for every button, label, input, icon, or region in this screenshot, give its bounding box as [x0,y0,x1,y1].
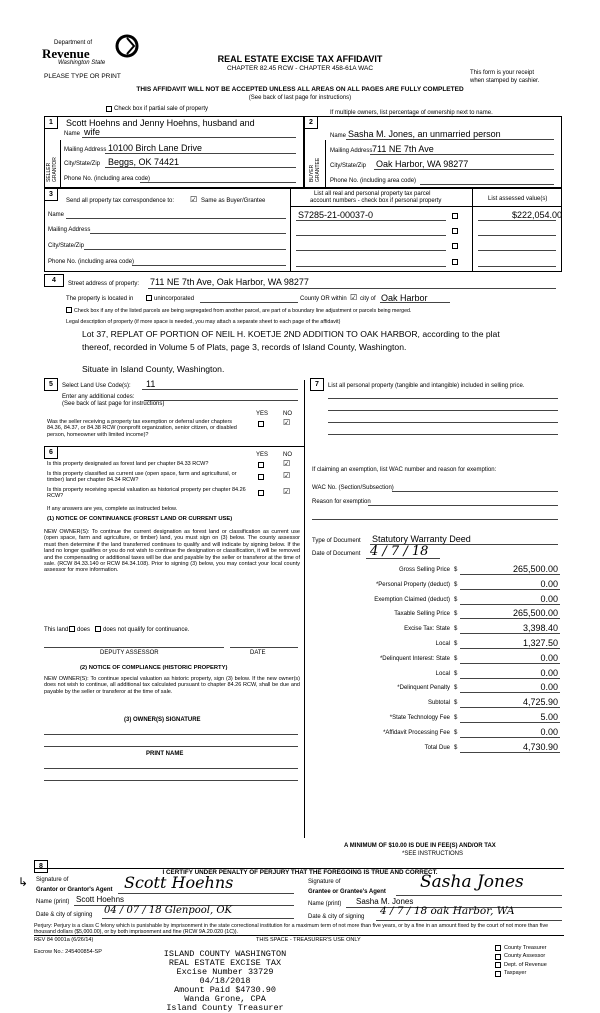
seller-city: Beggs, OK 74421 [108,157,180,167]
footer-line [34,935,564,936]
escrow-number: Escrow No.: 245400854-SP [34,949,102,955]
tax-row-underline [460,633,560,634]
legal-line-1: Lot 37, REPLAT OF PORTION OF NEIL H. KOETJE 2ND ADDITION TO OAK HARBOR, according to the plat [82,329,500,339]
segregated-label: Check box if any of the listed parcels are being segregated from another parcel, are part of a boundary line adjustment or parcels being merged. [74,308,412,314]
copy-label: Taxpayer [504,970,527,976]
pp-line-1 [328,398,558,399]
tax-row-underline [460,752,560,753]
tax-row-value: 0.00 [540,682,558,693]
section-3-divider-b [472,188,473,272]
historic-no-checkbox[interactable]: ☑ [283,487,291,496]
buyer-city-label: City/State/Zip [330,163,367,169]
s3-name-label: Name [48,212,65,218]
deputy-line [44,647,224,648]
section-5-number: 5 [44,378,58,391]
tax-row-label: Excise Tax: State [404,626,450,633]
same-as-label: Same as Buyer/Grantee [201,198,266,204]
grantee-signature: Sasha Jones [420,872,524,892]
s5-yes: YES [256,411,269,417]
same-as-checkbox[interactable]: ☑ [190,195,198,204]
buyer-address-label: Mailing Address [330,148,373,154]
grantee-signature-line [396,895,562,896]
section-2-number: 2 [304,116,318,129]
tax-row-value: 265,500.00 [512,564,558,574]
grantee-date-city: 4 / 7 / 18 oak Harbor, WA [380,905,515,917]
tax-row-currency: $ [454,626,458,633]
street-label: Street address of property: [68,281,140,287]
tax-row-underline [460,648,560,649]
parcel-row-4 [296,266,446,267]
grantor-name-label: Name (print) [36,899,70,905]
exemption-no-checkbox[interactable]: ☑ [283,418,291,427]
parcel-row-3 [296,250,446,251]
pp-line-4 [328,434,558,435]
s3-phone-label: Phone No. (including area code) [48,259,135,265]
tax-row-underline [460,707,560,708]
exemption-yes-checkbox[interactable] [258,421,264,427]
grantee-agent-label: Grantee or Grantee's Agent [308,889,386,895]
grantee-name-label: Name (print) [308,901,342,907]
doc-type-label: Type of Document [312,538,361,544]
personal-property-checkbox-2[interactable] [452,228,458,234]
county-underline [200,302,298,303]
grantor-date-city: 04 / 07 / 18 Glenpool, OK [104,905,233,916]
copy-checkbox[interactable] [495,954,501,960]
additional-codes-2: (See back of last page for instructions) [62,401,165,407]
treasurer-only: THIS SPACE - TREASURER'S USE ONLY [256,937,361,943]
pp-line-2 [328,410,558,411]
legal-label: Legal description of property (if more space is needed, you may attach a separate sheet to each page of the affidavit) [66,319,341,325]
historic-yes-checkbox[interactable] [258,490,264,496]
tax-row-underline [460,737,560,738]
buyer-side-label: BUYER GRANTEE [309,157,321,182]
buyer-address: 711 NE 7th Ave [372,144,434,154]
does-not-label: does not qualify for continuance. [103,627,190,633]
minimum-notice-1: A MINIMUM OF $10.00 IS DUE IN FEE(S) AND/OR TAX [344,843,496,849]
tax-row-currency: $ [454,581,458,588]
parcel-header-1: List all real and personal property tax parcel [314,191,431,197]
tax-row-label: Exemption Claimed (deduct) [374,596,450,603]
section-3-divider-a [290,188,291,272]
seller-city-label: City/State/Zip [64,161,101,167]
current-use-question: Is this property classified as current use (open space, farm and agricultural, or timber) land per chapter 84.34 RCW? [47,471,237,484]
s3-city-underline [84,249,286,250]
tax-row-value: 1,327.50 [522,638,558,648]
partial-sale-checkbox[interactable] [106,106,112,112]
assessed-value: $222,054.00 [512,210,563,220]
grantee-name: Sasha M. Jones [356,897,414,906]
grantor-sig-label-1: Signature of [36,877,69,883]
receipt-note-2: when stamped by cashier. [470,78,540,84]
exemption-question: Was the seller receiving a property tax exemption or deferral under chapters 84.36, 84.37, or 84.38 RCW (nonprofit organization, senior citizen, or disabled person, homeowner with limited income)? [47,419,237,438]
seller-address-underline [105,153,296,154]
minimum-notice-2: *SEE INSTRUCTIONS [402,851,464,857]
tax-row-currency: $ [454,685,458,692]
tax-row-currency: $ [454,744,458,751]
tax-row-currency: $ [454,596,458,603]
segregated-checkbox[interactable] [66,307,72,313]
multiple-owners-note: If multiple owners, list percentage of ownership next to name. [330,110,493,116]
deputy-date-line [230,647,298,648]
seller-side-label: SELLER GRANTOR [46,157,58,182]
column-divider [304,380,305,838]
forest-yes-checkbox[interactable] [258,462,264,468]
tax-row-label: *State Technology Fee [389,715,450,721]
tax-row-underline [460,618,560,619]
grantor-name: Scott Hoehns [76,895,125,904]
stamp-line: REAL ESTATE EXCISE TAX [168,958,282,968]
tax-row-label: Gross Selling Price [398,567,450,573]
copy-checkbox[interactable] [495,945,501,951]
notice-2-title: (2) NOTICE OF COMPLIANCE (HISTORIC PROPERTY) [80,665,228,671]
personal-property-checkbox-1[interactable] [452,213,458,219]
s3-name-underline [66,218,286,219]
owner-signature-label: (3) OWNER(S) SIGNATURE [124,717,201,723]
stamp-line: Wanda Grone, CPA [184,994,266,1004]
grantor-signature: Scott Hoehns [124,873,234,892]
send-correspondence-label: Send all property tax correspondence to: [66,198,175,204]
seller-phone-underline [140,182,296,183]
seller-phone-label: Phone No. (including area code) [64,176,151,182]
see-back: (See back of last page for instructions) [248,95,352,101]
historic-question: Is this property receiving special valuation as historical property per chapter 84.26 RCW? [47,487,246,500]
print-name-line-2 [44,780,298,781]
grantee-date-label: Date & city of signing [308,914,365,920]
pp-line-3 [328,422,558,423]
notice-2-text: NEW OWNER(S): To continue special valuation as historic property, sign (3) below. If the new owner(s) does not wish to continue, all additional tax calculated pursuant to chapter 84.26 RCW, shall be due and payable by the seller or transferor at the time of sale. [44,676,300,695]
tax-row-label: Subtotal [427,700,450,707]
grantee-date-line [376,920,562,921]
stamp-line: Excise Number 33729 [176,967,274,977]
buyer-city: Oak Harbor, WA 98277 [376,159,469,169]
dept-of: Department of [54,40,93,46]
seller-name-underline [82,137,296,138]
tax-row-value: 265,500.00 [512,608,558,619]
tax-row-underline [460,589,560,590]
personal-property-list-label: List all personal property (tangible and intangible) included in selling price. [328,383,525,389]
tax-row-value: 0.00 [540,726,558,737]
county-or-within: County OR within [300,296,347,302]
s3-city-label: City/State/Zip [48,243,85,249]
parcel-number: S7285-21-00037-0 [298,210,374,220]
forest-question: Is this property designated as forest land per chapter 84.33 RCW? [47,461,209,467]
partial-sale-label: Check box if partial sale of property [114,106,209,112]
deputy-date-label: DATE [250,650,266,656]
tax-row-currency: $ [454,715,458,721]
copy-label: County Treasurer [504,944,547,951]
seller-address-label: Mailing Address [64,147,107,153]
print-name-line-1 [44,768,298,769]
grantor-date-line [102,918,294,919]
assessed-row-4 [478,266,556,267]
owner-signature-line-2 [44,746,298,747]
copy-checkbox[interactable] [495,962,501,968]
seller-name-line2: wife [84,127,101,137]
reason-underline-2 [312,519,558,520]
parcel-row-2 [296,235,446,236]
notice-1-title: (1) NOTICE OF CONTINUANCE (FOREST LAND OR CURRENT USE) [47,516,233,522]
unincorporated-checkbox[interactable] [146,295,152,301]
treasurer-stamp [150,950,300,1013]
copy-checkbox[interactable] [495,971,501,977]
copy-label: Dept. of Revenue [504,961,547,968]
section-1-number: 1 [44,116,58,129]
city-of-label: city of [360,296,376,302]
land-use-underline [142,389,298,390]
tax-row-value: 0.00 [540,578,558,589]
seller-name-line1: Scott Hoehns and Jenny Hoehns, husband and [66,118,255,128]
assessed-header: List assessed value(s) [488,196,548,202]
wac-underline [392,491,558,492]
buyer-name-label: Name [330,133,347,139]
section-4-number: 4 [44,274,64,287]
additional-codes-1: Enter any additional codes: [62,394,135,400]
s5-no: NO [283,411,292,417]
doc-type: Statutory Warranty Deed [372,534,471,544]
tax-row-underline [460,574,560,575]
notice-1-text: NEW OWNER(S): To continue the current designation as forest land or classification as current use (open space, farm and agriculture, or timber) land, you must sign on (3) below. The county assessor must then determine if the land transferred continues to qualify and will indicate by signing below. If the land no longer qualifies or you do not wish to continue the designation or classification, it will be removed and the compensating or additional taxes will be due and payable by the seller or transferor at the time of sale. (RCW 84.33.140 or RCW 84.34.108). Prior to signing (3) below, you may contact your local county assessor for more information. [44,529,300,574]
stamp-line: Island County Treasurer [166,1003,284,1013]
assessed-row-2 [478,235,556,236]
city-underline [380,302,450,303]
dept-state: Washington State [58,60,106,66]
seller-side-divider [60,140,61,187]
does-checkbox[interactable] [69,626,75,632]
seller-address: 10100 Birch Lane Drive [108,143,203,153]
receipt-note-1: This form is your receipt [470,70,535,76]
buyer-name-underline [346,139,554,140]
tax-row-label: Local [435,670,450,677]
reason-label: Reason for exemption [312,499,371,505]
arrow-icon: ↳ [18,875,29,889]
s6-no: NO [283,452,292,458]
buyer-phone-underline [420,184,554,185]
s3-address-label: Mailing Address [48,227,91,233]
form-chapter: CHAPTER 82.45 RCW - CHAPTER 458-61A WAC [226,65,374,72]
section-6-number: 6 [44,446,58,459]
current-use-yes-checkbox[interactable] [258,474,264,480]
form-title: REAL ESTATE EXCISE TAX AFFIDAVIT [217,54,383,64]
tax-row-currency: $ [454,670,458,677]
assessed-row-3 [478,250,556,251]
tax-row-underline [460,663,560,664]
legal-line-2: thereof, recorded in Volume 5 of Plats, page 3, records of Island County, Washington. [82,342,407,352]
buyer-phone-label: Phone No. (including area code) [330,178,417,184]
doc-date-label: Date of Document [312,551,361,557]
tax-row-currency: $ [454,567,458,573]
tax-row-currency: $ [454,655,458,662]
land-use-code: 11 [146,379,156,389]
seller-name-label: Name [64,131,81,137]
this-land-label: This land [44,627,69,633]
buyer-address-underline [370,154,554,155]
legal-line-3: Situate in Island County, Washington. [82,364,225,374]
s6-yes: YES [256,452,269,458]
street-address: 711 NE 7th Ave, Oak Harbor, WA 98277 [150,277,309,287]
doc-date-underline [366,558,440,559]
s3-phone-underline [132,265,286,266]
parcel-row-1 [296,220,446,221]
buyer-side-divider [325,140,326,187]
tax-row-currency: $ [454,729,458,736]
grantor-date-label: Date & city of signing [36,912,93,918]
tax-row-label: Local [435,641,450,647]
s3-address-underline [90,233,286,234]
parcel-header-2: account numbers - check box if personal property [310,198,442,204]
unincorporated-label: unincorporated [154,296,195,302]
tax-row-currency: $ [454,700,458,707]
print-name-label: PRINT NAME [146,751,184,757]
property-city: Oak Harbor [381,293,428,303]
section-3-header-line [290,206,562,207]
deputy-assessor-label: DEPUTY ASSESSOR [100,650,159,656]
section-8-number: 8 [34,860,48,873]
copy-label: County Assessor [504,953,546,959]
tax-row-label: *Delinquent Interest: State [379,655,450,662]
tax-row-label: *Personal Property (deduct) [375,581,450,588]
assessed-row-1 [478,220,556,221]
tax-row-label: *Affidavit Processing Fee [383,729,450,736]
reason-underline [368,505,558,506]
form-warning: THIS AFFIDAVIT WILL NOT BE ACCEPTED UNLESS ALL AREAS ON ALL PAGES ARE FULLY COMPLETED [136,86,464,93]
if-yes-note: If any answers are yes, complete as instructed below. [47,506,178,512]
owner-signature-line-1 [44,734,298,735]
buyer-city-underline [374,169,554,170]
personal-property-checkbox-3[interactable] [452,243,458,249]
rev-number: REV 84 0001a (6/26/14) [34,937,94,943]
land-use-label: Select Land Use Code(s): [62,383,131,389]
tax-row-label: *Delinquent Penalty [397,685,450,692]
section-3-number: 3 [44,188,58,201]
tax-row-value: 5.00 [540,712,558,722]
tax-row-value: 4,725.90 [522,697,558,708]
stamp-line: 04/18/2018 [199,976,251,986]
tax-row-value: 0.00 [540,593,558,604]
dept-revenue: Revenue [42,46,90,61]
tax-row-underline [460,692,560,693]
tax-row-value: 3,398.40 [522,623,558,634]
current-use-no-checkbox[interactable]: ☑ [283,471,291,480]
tax-row-value: 0.00 [540,652,558,663]
does-label: does [77,627,91,633]
seller-city-underline [105,167,296,168]
tax-row-underline [460,678,560,679]
stamp-line: ISLAND COUNTY WASHINGTON [163,949,287,959]
personal-property-checkbox-4[interactable] [452,259,458,265]
grantee-sig-label-1: Signature of [308,879,341,885]
type-or-print: PLEASE TYPE OR PRINT [44,73,121,80]
certify-statement: I CERTIFY UNDER PENALTY OF PERJURY THAT THE FOREGOING IS TRUE AND CORRECT. [162,869,438,876]
tax-row-label: Total Due [424,744,450,751]
buyer-name: Sasha M. Jones, an unmarried person [348,129,501,139]
city-of-checkbox[interactable]: ☑ [350,293,358,302]
grantor-signature-line [118,893,294,894]
tax-row-currency: $ [454,641,458,647]
section-6-top-line [44,446,304,447]
doc-date: 4 / 7 / 18 [370,544,429,559]
additional-codes-underline [144,400,298,401]
perjury-notice: Perjury: Perjury is a class C felony which is punishable by imprisonment in the state correctional institution for a maximum term of not more than five years, or by a fine in an amount fixed by the court of not more than five thousand dollars ($5,000.00), or by both imprisonment and fine (RCW 9A.20.020 (1C)). [34,923,549,935]
stamp-line: Amount Paid $4730.90 [173,985,277,995]
section-7-number: 7 [310,378,324,391]
forest-no-checkbox[interactable]: ☑ [283,459,291,468]
tax-row-value: 4,730.90 [522,741,558,752]
does-not-checkbox[interactable] [95,626,101,632]
wac-label: WAC No. (Section/Subsection) [312,485,394,491]
street-underline [148,288,556,289]
tax-row-underline [460,722,560,723]
tax-row-value: 0.00 [540,667,558,678]
tax-row-label: Taxable Selling Price [394,611,450,618]
tax-row-underline [460,604,560,605]
exemption-claim-label: If claiming an exemption, list WAC number and reason for exemption: [312,467,497,473]
located-label: The property is located in [66,296,134,302]
grantor-agent-label: Grantor or Grantor's Agent [36,887,113,893]
tax-row-currency: $ [454,611,458,618]
